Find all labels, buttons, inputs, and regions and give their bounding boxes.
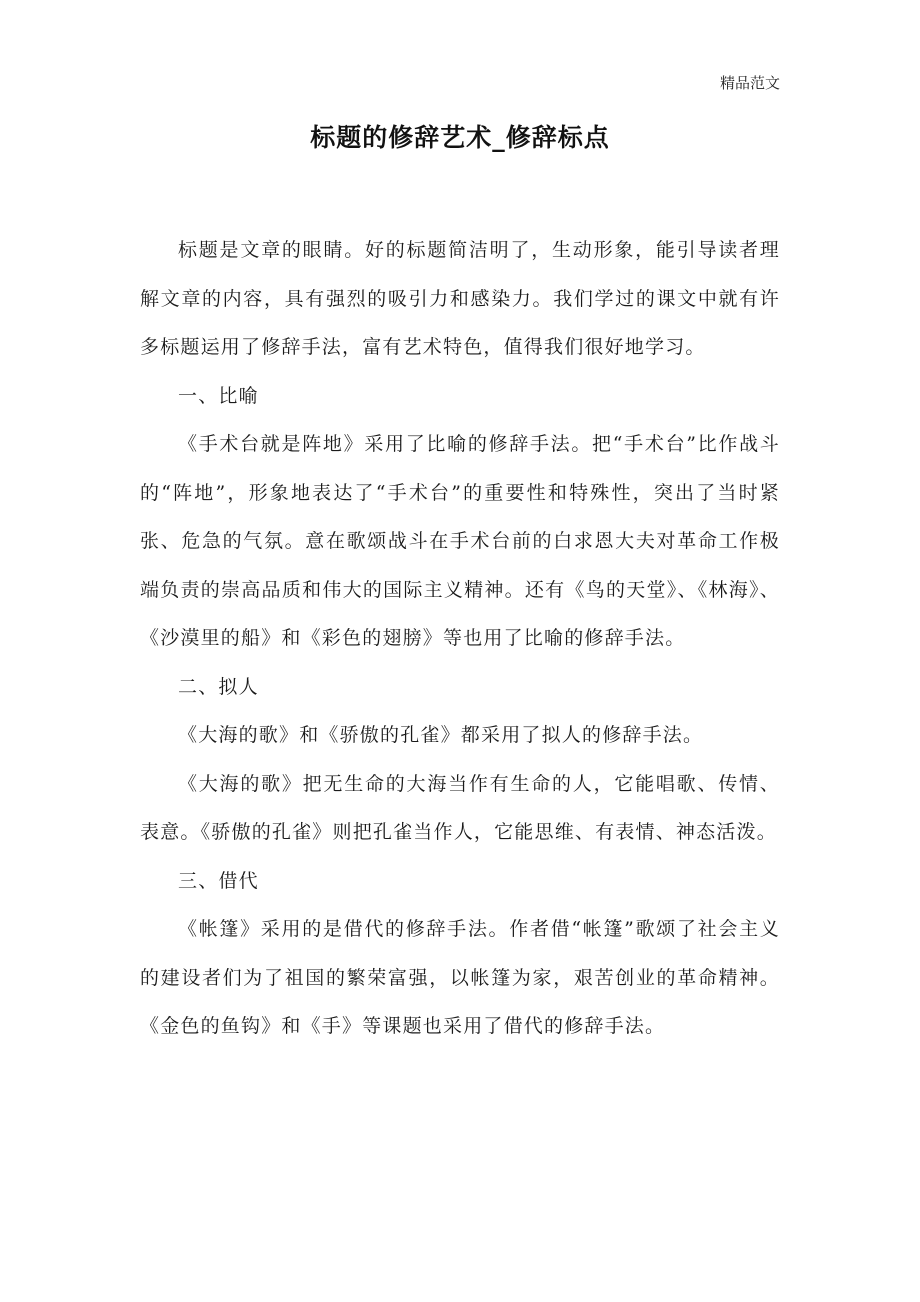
header-tag: 精品范文 (719, 74, 780, 92)
intro-paragraph: 标题是文章的眼睛。好的标题简洁明了，生动形象，能引导读者理解文章的内容，具有强烈的吸引力和感染力。我们学过的课文中就有许多标题运用了修辞手法，富有艺术特色，值得我们很好地学习。 (140, 239, 780, 358)
personification-paragraph-1: 《大海的歌》和《骄傲的孔雀》都采用了拟人的修辞手法。 (178, 724, 704, 746)
personification-paragraph-2: 《大海的歌》把无生命的大海当作有生命的人，它能唱歌、传情、表意。《骄傲的孔雀》则把孔雀当作人，它能思维、有表情、神态活泼。 (140, 772, 780, 843)
metonymy-paragraph: 《帐篷》采用的是借代的修辞手法。作者借“帐篷”歌颂了社会主义的建设者们为了祖国的繁荣富强，以帐篷为家，艰苦创业的革命精神。《金色的鱼钩》和《手》等课题也采用了借代的修辞手法。 (140, 918, 780, 1037)
document-body (140, 226, 780, 1051)
section-heading-metonymy: 三、借代 (178, 869, 259, 892)
document-title: 标题的修辞艺术_修辞标点 (310, 123, 610, 152)
metaphor-paragraph: 《手术台就是阵地》采用了比喻的修辞手法。把“手术台”比作战斗的“阵地”，形象地表达了“手术台”的重要性和特殊性，突出了当时紧张、危急的气氛。意在歌颂战斗在手术台前的白求恩大夫对革命工作极端负责的崇高品质和伟大的国际主义精神。还有《鸟的天堂》、《林海》、《沙漠里的船》和《彩色的翅膀》等也用了比喻的修辞手法。 (140, 433, 780, 649)
section-heading-metaphor: 一、比喻 (178, 384, 259, 407)
section-heading-personification: 二、拟人 (178, 675, 259, 698)
